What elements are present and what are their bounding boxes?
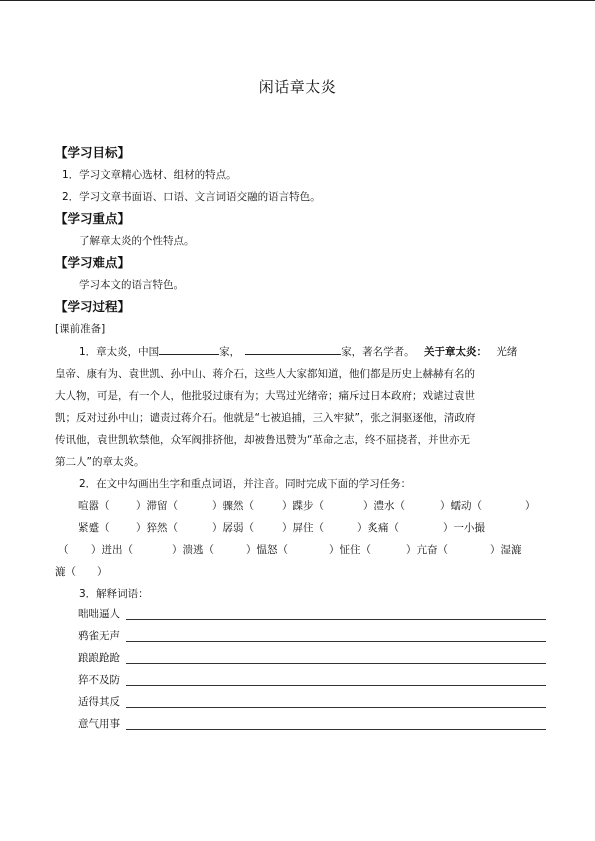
- section-heading-process: 【学习过程】: [55, 299, 131, 314]
- vocab-entry: ）: [525, 500, 536, 512]
- definition-answer-line[interactable]: [126, 729, 546, 730]
- goal-item-1: 1．学习文章精心选材、组材的特点。: [62, 169, 237, 181]
- q1-paragraph-line: 第二人”的章太炎。: [55, 456, 145, 468]
- vocab-entry: 喧嚣（: [78, 500, 110, 512]
- q1-text-c: 家，著名学者。: [341, 346, 415, 358]
- term-label: 猝不及防: [78, 674, 120, 686]
- page-title: 闲话章太炎: [258, 78, 337, 96]
- definition-answer-line[interactable]: [126, 707, 546, 708]
- vocab-entry: ）蠕动（: [440, 500, 482, 512]
- vocab-entry: ）迸出（: [91, 544, 133, 556]
- term-label: 踉踉跄跄: [78, 652, 120, 664]
- term-label: 适得其反: [78, 696, 120, 708]
- vocab-entry: ）炙痛（: [357, 522, 399, 534]
- vocab-entry: ）骤然（: [212, 500, 254, 512]
- vocab-entry: ）怔住（: [329, 544, 371, 556]
- definition-answer-line[interactable]: [126, 663, 546, 664]
- term-label: 咄咄逼人: [78, 608, 120, 620]
- vocab-entry: （: [58, 544, 69, 556]
- q1-blank-2[interactable]: [245, 344, 341, 355]
- vocab-entry: ）亢奋（: [406, 544, 448, 556]
- q1-paragraph-line: 凯；反对过孙中山；谴责过蒋介石。他就是“七被追捕，三入牢狱”，张之洞驱逐他，清政府: [55, 412, 476, 424]
- vocab-entry: ）滞留（: [136, 500, 178, 512]
- vocab-entry: ）愠怒（: [246, 544, 288, 556]
- q1-first-line: [79, 344, 517, 359]
- vocab-entry: ）溃逃（: [172, 544, 214, 556]
- goal-item-2: 2．学习文章书面语、口语、文言词语交融的语言特色。: [62, 191, 321, 203]
- section-heading-focus: 【学习重点】: [55, 211, 131, 226]
- q1-text-d: 光绪: [496, 346, 518, 358]
- q1-text-b: 家，: [219, 346, 241, 358]
- vocab-entry: ）一小撮: [443, 522, 485, 534]
- definition-answer-line[interactable]: [126, 641, 546, 642]
- vocab-entry: ）蹀步（: [282, 500, 324, 512]
- section-heading-difficulty: 【学习难点】: [55, 255, 131, 270]
- section-heading-goals: 【学习目标】: [55, 145, 131, 160]
- q1-text-a: 1．章太炎，中国: [79, 346, 160, 358]
- vocab-entry: ）猝然（: [136, 522, 178, 534]
- vocab-entry: ）屏住（: [282, 522, 324, 534]
- vocab-entry: ）澧水（: [363, 500, 405, 512]
- vocab-entry: ）孱弱（: [212, 522, 254, 534]
- vocab-entry: 紧蹙（: [78, 522, 110, 534]
- prep-label: [课前准备]: [55, 323, 106, 335]
- q1-blank-1[interactable]: [159, 344, 219, 355]
- definition-answer-line[interactable]: [126, 619, 546, 620]
- q1-paragraph-line: 大人物，可是，有一个人，他批驳过康有为；大骂过光绪帝；痛斥过日本政府；戏谑过袁世: [55, 390, 475, 402]
- page-top-border: [0, 0, 595, 1]
- vocab-entry: 漉（ ）: [55, 566, 108, 578]
- q2-instruction: 2．在文中勾画出生字和重点词语，并注音。同时完成下面的学习任务：: [79, 478, 412, 490]
- q1-paragraph-line: 传讯他，袁世凯软禁他，众军阀排挤他，却被鲁迅赞为“革命之志，终不屈挠者，并世亦无: [55, 434, 470, 446]
- term-label: 鸦雀无声: [78, 630, 120, 642]
- term-label: 意气用事: [78, 718, 120, 730]
- vocab-entry: ）湿漉: [490, 544, 522, 556]
- q1-paragraph-line: 皇帝、康有为、袁世凯、孙中山、蒋介石，这些人大家都知道，他们都是历史上赫赫有名的: [55, 368, 475, 380]
- difficulty-text: 学习本文的语言特色。: [79, 279, 184, 291]
- q3-instruction: 3．解释词语：: [79, 588, 149, 600]
- focus-text: 了解章太炎的个性特点。: [79, 235, 195, 247]
- definition-answer-line[interactable]: [126, 685, 546, 686]
- q1-bold-label: 关于章太炎：: [424, 346, 488, 358]
